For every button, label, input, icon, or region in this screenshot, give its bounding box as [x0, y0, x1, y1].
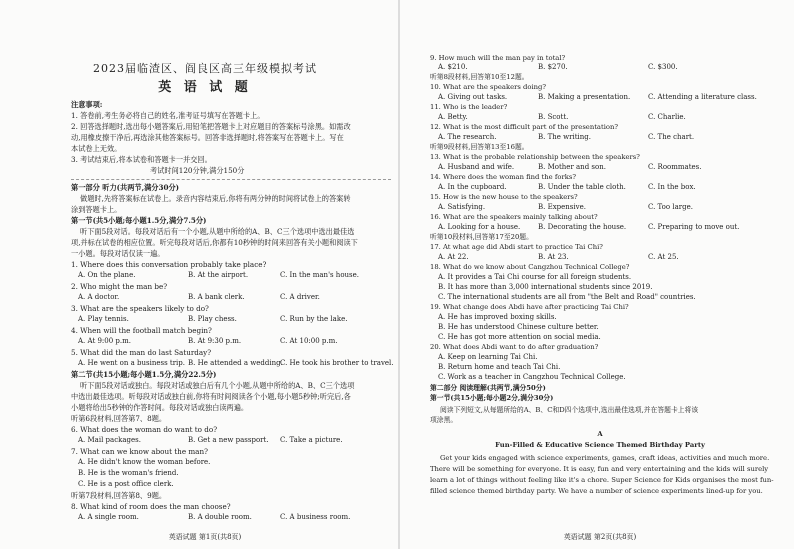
- option-c: C. Too large.: [648, 203, 693, 211]
- option-b: B. Decorating the house.: [538, 223, 627, 231]
- sec1-desc: 听下面5段对话。每段对话后有一个小题,从题中所给的A、B、C三个选项中选出最佳选: [80, 227, 355, 236]
- sec2-desc: 听下面5段对话或独白。每段对话或独白后有几个小题,从题中所给的A、B、C三个选项: [80, 381, 355, 390]
- question: 8. What kind of room does the man choose?: [71, 502, 231, 511]
- passage-letter: A: [597, 430, 603, 438]
- option-b: B. $270.: [538, 63, 568, 71]
- option-c: C. Take a picture.: [280, 436, 343, 444]
- option-a: A. A doctor.: [78, 293, 120, 301]
- option-a: A. At 22.: [438, 253, 469, 261]
- option-b: B. He has understood Chinese culture better.: [438, 323, 599, 331]
- passage-line: There will be something for everyone. It is easy, fun and very entertaining and the kids will surely: [430, 465, 769, 473]
- option-c: C. He has got more attention on social media.: [438, 333, 601, 341]
- option-c: C. In the man's house.: [280, 271, 359, 279]
- option-a: A. Play tennis.: [78, 315, 129, 323]
- option-a: A. $210.: [438, 63, 468, 71]
- notice-line: 1. 答卷前,考生务必将自己的姓名,准考证号填写在答题卡上。: [71, 111, 265, 120]
- option-b: B. Scott.: [538, 113, 569, 121]
- option-a: A. Mail packages.: [78, 436, 141, 444]
- option-b: B. Get a new passport.: [188, 436, 269, 444]
- sec1-desc: 项,并标在试卷的相应位置。听完每段对话后,你都有10秒钟的时间来回答有关小题和阅读下: [71, 238, 358, 247]
- question: 15. How is the new house to the speakers?: [430, 193, 578, 201]
- question: 10. What are the speakers doing?: [430, 83, 546, 91]
- option-b: B. Under the table cloth.: [538, 183, 626, 191]
- option-b: B. He attended a wedding.: [188, 359, 283, 367]
- notice-line: 动,用橡皮擦干净后,再选涂其他答案标号。回答非选择题时,将答案写在答题卡上。写在: [71, 133, 344, 142]
- option-c: C. $300.: [648, 63, 678, 71]
- option-b: B. At 9:30 p.m.: [188, 337, 242, 345]
- option-c: C. He is a post office clerk.: [78, 480, 174, 488]
- option-b: B. Return home and teach Tai Chi.: [438, 363, 561, 371]
- option-c: C. The international students are all from "the Belt and Road" countries.: [438, 293, 696, 301]
- option-c: C. Preparing to move out.: [648, 223, 740, 231]
- divider: [71, 179, 391, 180]
- option-a: A. The research.: [438, 133, 497, 141]
- option-b: B. At the airport.: [188, 271, 249, 279]
- option-b: B. At 23.: [538, 253, 569, 261]
- option-a: A. Keep on learning Tai Chi.: [438, 353, 538, 361]
- question: 12. What is the most difficult part of the presentation?: [430, 123, 619, 131]
- part2-desc: 阅读下列短文,从每题所给的A、B、C和D四个选项中,选出最佳选项,并在答题卡上将该: [440, 406, 699, 414]
- sec2-desc: 听第6段材料,回答第7、8题。: [71, 414, 167, 423]
- exam-title: 2023届临渣区、阎良区高三年级模拟考试: [93, 62, 317, 75]
- question: 17. At what age did Abdi start to practice Tai Chi?: [430, 243, 603, 251]
- option-a: A. Giving out tasks.: [438, 93, 508, 101]
- question: 16. What are the speakers mainly talking about?: [430, 213, 598, 221]
- question: 1. Where does this conversation probably take place?: [71, 260, 267, 269]
- part2-sec1-title: 第一节(共15小题;每小题2分,满分30分): [430, 394, 554, 402]
- option-a: A. A single room.: [78, 513, 139, 521]
- part1-desc: 涂到答题卡上。: [71, 205, 122, 214]
- question: 13. What is the probable relationship between the speakers?: [430, 153, 640, 161]
- sec2-desc: 中选出最佳选项。听每段对话或独白前,你将有时间阅读各个小题,每小题5秒钟;听完后,各: [71, 392, 351, 401]
- sec2-desc: 小题将给出5秒钟的作答时间。每段对话或独白读两遍。: [71, 403, 249, 412]
- option-a: A. It provides a Tai Chi course for all foreign students.: [438, 273, 632, 281]
- question: 18. What do we know about Cangzhou Technical College?: [430, 263, 630, 271]
- option-c: C. He took his brother to travel.: [280, 359, 394, 367]
- option-b: B. Expensive.: [538, 203, 586, 211]
- passage-line: filled science themed birthday party. We have a number of science experiments lined-up for you.: [430, 487, 763, 495]
- part2-desc: 项涂黑。: [430, 416, 458, 424]
- section-intro: 听第10段材料,回答第17至20题。: [430, 233, 533, 241]
- option-b: B. Making a presentation.: [538, 93, 631, 101]
- option-c: C. Charlie.: [648, 113, 686, 121]
- section-intro: 听第9段材料,回答第13至16题。: [430, 143, 529, 151]
- page-footer: 英语试题 第2页(共8页): [563, 533, 637, 541]
- option-a: A. On the plane.: [78, 271, 136, 279]
- option-c: C. At 10:00 p.m.: [280, 337, 338, 345]
- question: 11. Who is the leader?: [430, 103, 508, 111]
- option-a: A. Looking for a house.: [438, 223, 521, 231]
- question: 20. What does Abdi want to do after graduation?: [430, 343, 599, 351]
- option-b: B. The writing.: [538, 133, 591, 141]
- option-a: A. In the cupboard.: [438, 183, 507, 191]
- part1-title: 第一部分 听力(共两节,满分30分): [71, 183, 180, 192]
- sec1-title: 第一节(共5小题;每小题1.5分,满分7.5分): [71, 216, 207, 225]
- option-c: C. Attending a literature class.: [648, 93, 757, 101]
- page-right: [400, 0, 794, 549]
- option-c: C. At 25.: [648, 253, 679, 261]
- sec2-title: 第二节(共15小题;每小题1.5分,满分22.5分): [71, 370, 217, 379]
- subject-title: 英 语 试 题: [158, 80, 252, 95]
- part2-title: 第二部分 阅读理解(共两节,满分50分): [430, 384, 546, 392]
- option-b: B. A double room.: [188, 513, 252, 521]
- passage-line: Get your kids engaged with science experiments, games, craft ideas, activities and much more.: [440, 454, 770, 462]
- question: 7. What can we know about the man?: [71, 447, 208, 456]
- option-b: B. Play chess.: [188, 315, 237, 323]
- option-b: B. He is the woman's friend.: [78, 469, 179, 477]
- question: 9. How much will the man pay in total?: [430, 54, 566, 62]
- page-footer: 英语试题 第1页(共8页): [168, 533, 242, 541]
- option-c: C. A driver.: [280, 293, 320, 301]
- notice-line: 3. 考试结束后,将本试卷和答题卡一并交回。: [71, 155, 212, 164]
- option-b: B. It has more than 3,000 international students since 2019.: [438, 283, 653, 291]
- part1-desc: 做题时,先将答案标在试卷上。录音内容结束后,你将有两分钟的时间将试卷上的答案转: [80, 194, 351, 203]
- option-c: C. Run by the lake.: [280, 315, 348, 323]
- notice-heading: 注意事项:: [71, 100, 103, 109]
- option-a: A. He has improved boxing skills.: [438, 313, 557, 321]
- option-a: A. At 9:00 p.m.: [78, 337, 131, 345]
- notice-line: 2. 回答选择题时,选出每小题答案后,用铅笔把答题卡上对应题目的答案标号涂黑。如需改: [71, 122, 351, 131]
- option-c: C. A business room.: [280, 513, 351, 521]
- passage-title: Fun-Filled & Educative Science Themed Birthday Party: [495, 441, 705, 449]
- section-intro: 听第7段材料,回答第8、9题。: [71, 491, 167, 500]
- sec1-desc: 一小题。每段对话仅读一遍。: [71, 249, 165, 258]
- notice-line: 本试卷上无效。: [71, 144, 122, 153]
- question: 4. When will the football match begin?: [71, 326, 212, 335]
- option-a: A. Betty.: [438, 113, 468, 121]
- option-a: A. Husband and wife.: [438, 163, 515, 171]
- option-c: C. Roommates.: [648, 163, 702, 171]
- section-intro: 听第8段材料,回答第10至12题。: [430, 73, 529, 81]
- question: 5. What did the man do last Saturday?: [71, 348, 212, 357]
- passage-line: learn a lot of things without feeling like it's a chore. Super Science for Kids organises the most fun-: [430, 476, 774, 484]
- question: 2. Who might the man be?: [71, 282, 168, 291]
- option-c: C. The chart.: [648, 133, 695, 141]
- question: 14. Where does the woman find the forks?: [430, 173, 576, 181]
- option-a: A. He went on a business trip.: [78, 359, 185, 367]
- option-c: C. Work as a teacher in Cangzhou Technical College.: [438, 373, 626, 381]
- question: 3. What are the speakers likely to do?: [71, 304, 209, 313]
- option-a: A. He didn't know the woman before.: [78, 458, 211, 466]
- option-c: C. In the box.: [648, 183, 696, 191]
- question: 19. What change does Abdi have after practicing Tai Chi?: [430, 303, 629, 311]
- option-b: B. Mother and son.: [538, 163, 606, 171]
- question: 6. What does the woman do want to do?: [71, 425, 218, 434]
- option-b: B. A bank clerk.: [188, 293, 245, 301]
- option-a: A. Satisfying.: [438, 203, 486, 211]
- exam-info: 考试时间120分钟,满分150分: [150, 166, 245, 175]
